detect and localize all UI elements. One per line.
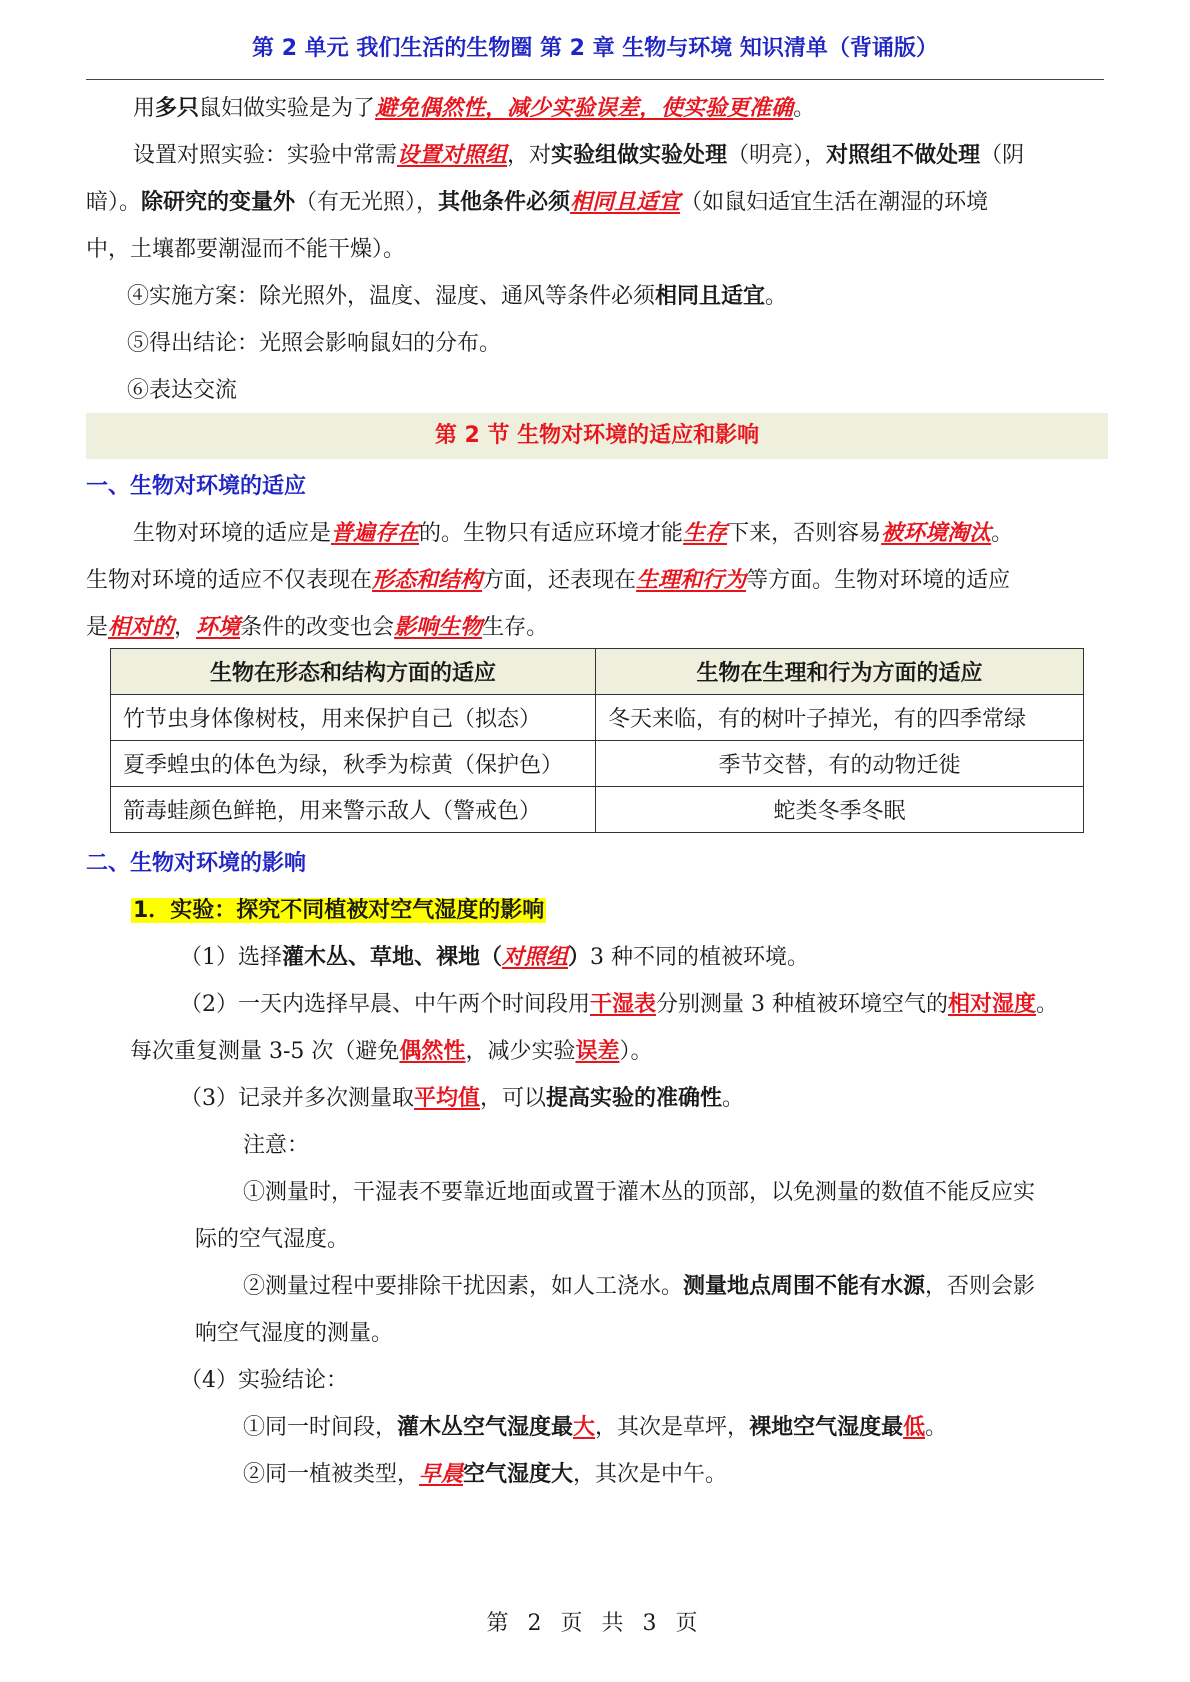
bold-text: 裸地空气湿度最 bbox=[749, 1415, 904, 1440]
adaptation-line-1 bbox=[133, 519, 1013, 549]
step-6: ⑥表达交流 bbox=[127, 378, 238, 403]
intro-paragraph-1 bbox=[133, 94, 815, 124]
text: 等方面。生物对环境的适应 bbox=[746, 568, 1011, 593]
adaptation-table bbox=[110, 648, 1084, 833]
table-header-cell: 生物在生理和行为方面的适应 bbox=[596, 649, 1084, 695]
part-2-heading: 二、生物对环境的影响 bbox=[86, 851, 307, 876]
text: （2）一天内选择早晨、中午两个时间段用 bbox=[180, 992, 590, 1017]
text: ②同一植被类型， bbox=[243, 1462, 420, 1487]
table-cell: 箭毒蛙颜色鲜艳，用来警示敌人（警戒色） bbox=[111, 787, 596, 833]
table-header-cell: 生物在形态和结构方面的适应 bbox=[111, 649, 596, 695]
key-point: 低 bbox=[903, 1415, 926, 1440]
table-cell: 季节交替，有的动物迁徙 bbox=[596, 741, 1084, 787]
experiment-step-3 bbox=[180, 1084, 744, 1114]
text: ， bbox=[174, 615, 197, 640]
text: ②测量过程中要排除干扰因素，如人工浇水。 bbox=[243, 1274, 684, 1299]
key-point: 对照组 bbox=[502, 945, 569, 970]
header-divider bbox=[86, 79, 1104, 80]
bold-text: 其他条件必须 bbox=[438, 190, 571, 215]
key-point: 生理和行为 bbox=[636, 568, 747, 593]
table-cell: 蛇类冬季冬眠 bbox=[596, 787, 1084, 833]
key-point: 设置对照组 bbox=[397, 143, 508, 168]
text: 。 bbox=[765, 284, 788, 309]
text: ，可以 bbox=[480, 1086, 547, 1111]
text: 分别测量 3 种植被环境空气的 bbox=[656, 992, 948, 1017]
table-cell: 冬天来临，有的树叶子掉光，有的四季常绿 bbox=[596, 695, 1084, 741]
text: 。 bbox=[1036, 992, 1059, 1017]
text: ①同一时间段， bbox=[243, 1415, 398, 1440]
text: ，对 bbox=[507, 143, 552, 168]
bold-text: 提高实验的准确性 bbox=[546, 1086, 723, 1111]
text: 生存。 bbox=[482, 615, 549, 640]
text: 中，土壤都要潮湿而不能干燥）。 bbox=[86, 237, 406, 262]
text: 鼠妇做实验是为了 bbox=[199, 96, 376, 121]
conclusion-2 bbox=[243, 1460, 727, 1490]
text: 条件的改变也会 bbox=[240, 615, 395, 640]
bold-text: 测量地点周围不能有水源 bbox=[683, 1274, 926, 1299]
text: ）。 bbox=[619, 1039, 653, 1064]
key-point: 相对的 bbox=[108, 615, 175, 640]
text: （有无光照）， bbox=[295, 190, 439, 215]
key-point: 影响生物 bbox=[394, 615, 483, 640]
key-point: 相对湿度 bbox=[948, 992, 1037, 1017]
bold-text: 空气湿度大 bbox=[463, 1462, 574, 1487]
text: 。 bbox=[925, 1415, 948, 1440]
note-2-line-1 bbox=[243, 1272, 1035, 1302]
key-point: 生存 bbox=[683, 521, 728, 546]
bold-text: 相同且适宜 bbox=[655, 284, 766, 309]
text: 暗）。 bbox=[86, 190, 142, 215]
key-point: 相同且适宜 bbox=[570, 190, 681, 215]
bold-text: 除研究的变量外 bbox=[141, 190, 296, 215]
text: 方面，还表现在 bbox=[482, 568, 637, 593]
table-row bbox=[111, 787, 1084, 833]
page-header-title: 第 2 单元 我们生活的生物圈 第 2 章 生物与环境 知识清单（背诵版） bbox=[252, 36, 938, 61]
control-experiment-line-1 bbox=[133, 141, 1024, 171]
text: （1）选择 bbox=[180, 945, 282, 970]
key-point: 避免偶然性，减少实验误差，使实验更准确 bbox=[375, 96, 794, 121]
page-number-footer: 第 2 页 共 3 页 bbox=[486, 1611, 704, 1636]
table-cell: 夏季蝗虫的体色为绿，秋季为棕黄（保护色） bbox=[111, 741, 596, 787]
key-point: 大 bbox=[573, 1415, 596, 1440]
experiment-step-1 bbox=[180, 943, 809, 973]
bold-text: 灌木丛空气湿度最 bbox=[397, 1415, 574, 1440]
key-point: 误差 bbox=[575, 1039, 620, 1064]
bold-text: 对照组不做处理 bbox=[826, 143, 981, 168]
text: 是 bbox=[86, 615, 109, 640]
text: 每次重复测量 3-5 次（避免 bbox=[130, 1039, 400, 1064]
bold-text: ） bbox=[568, 945, 591, 970]
text: （3）记录并多次测量取 bbox=[180, 1086, 414, 1111]
conclusion-1 bbox=[243, 1413, 947, 1443]
note-label: 注意： bbox=[243, 1133, 310, 1158]
step-4 bbox=[127, 282, 787, 312]
text: 。 bbox=[991, 521, 1014, 546]
bold-text: 实验组做实验处理 bbox=[551, 143, 728, 168]
text: ，其次是草坪， bbox=[595, 1415, 750, 1440]
key-point: 环境 bbox=[196, 615, 241, 640]
note-1-line-2: 际的空气湿度。 bbox=[195, 1227, 350, 1252]
text: 的。生物只有适应环境才能 bbox=[419, 521, 684, 546]
note-1-line-1: ①测量时，干湿表不要靠近地面或置于灌木丛的顶部，以免测量的数值不能反应实 bbox=[243, 1180, 1036, 1205]
bold-text: 多只 bbox=[155, 96, 200, 121]
text: （明亮）， bbox=[727, 143, 827, 168]
text: 。 bbox=[793, 96, 816, 121]
text: ，减少实验 bbox=[465, 1039, 576, 1064]
adaptation-line-3 bbox=[86, 613, 548, 643]
key-point: 形态和结构 bbox=[372, 568, 483, 593]
control-experiment-line-3 bbox=[86, 235, 405, 265]
table-row bbox=[111, 695, 1084, 741]
step-5: ⑤得出结论：光照会影响鼠妇的分布。 bbox=[127, 331, 502, 356]
bold-text: 灌木丛、草地、裸地（ bbox=[282, 945, 503, 970]
key-point: 干湿表 bbox=[590, 992, 657, 1017]
highlighted-title: 1．实验：探究不同植被对空气湿度的影响 bbox=[133, 898, 545, 923]
part-1-heading: 一、生物对环境的适应 bbox=[86, 474, 307, 499]
key-point: 偶然性 bbox=[399, 1039, 466, 1064]
key-point: 被环境淘汰 bbox=[881, 521, 992, 546]
text: 。 bbox=[722, 1086, 745, 1111]
text: 3 种不同的植被环境。 bbox=[590, 945, 810, 970]
section-title-bar: 第 2 节 生物对环境的适应和影响 bbox=[86, 413, 1108, 459]
note-2-line-2: 响空气湿度的测量。 bbox=[195, 1321, 394, 1346]
text: 设置对照实验：实验中常需 bbox=[133, 143, 398, 168]
key-point: 普遍存在 bbox=[331, 521, 420, 546]
text: ④实施方案：除光照外，温度、湿度、通风等条件必须 bbox=[127, 284, 656, 309]
text: ，其次是中午。 bbox=[573, 1462, 728, 1487]
text: 生物对环境的适应不仅表现在 bbox=[86, 568, 373, 593]
experiment-step-4: （4）实验结论： bbox=[180, 1368, 348, 1393]
experiment-title bbox=[131, 896, 546, 926]
table-row bbox=[111, 741, 1084, 787]
adaptation-line-2 bbox=[86, 566, 1010, 596]
experiment-step-2-line-2 bbox=[130, 1037, 652, 1067]
table-header-row bbox=[111, 649, 1084, 695]
text: ，否则会影 bbox=[925, 1274, 1036, 1299]
experiment-step-2-line-1 bbox=[180, 990, 1058, 1020]
key-point: 平均值 bbox=[414, 1086, 481, 1111]
text: （阴 bbox=[980, 143, 1025, 168]
text: 下来，否则容易 bbox=[727, 521, 882, 546]
text: 用 bbox=[133, 96, 156, 121]
control-experiment-line-2 bbox=[86, 188, 988, 218]
key-point: 早晨 bbox=[419, 1462, 464, 1487]
text: （如鼠妇适宜生活在潮湿的环境 bbox=[680, 190, 989, 215]
text: 生物对环境的适应是 bbox=[133, 521, 332, 546]
table-cell: 竹节虫身体像树枝，用来保护自己（拟态） bbox=[111, 695, 596, 741]
